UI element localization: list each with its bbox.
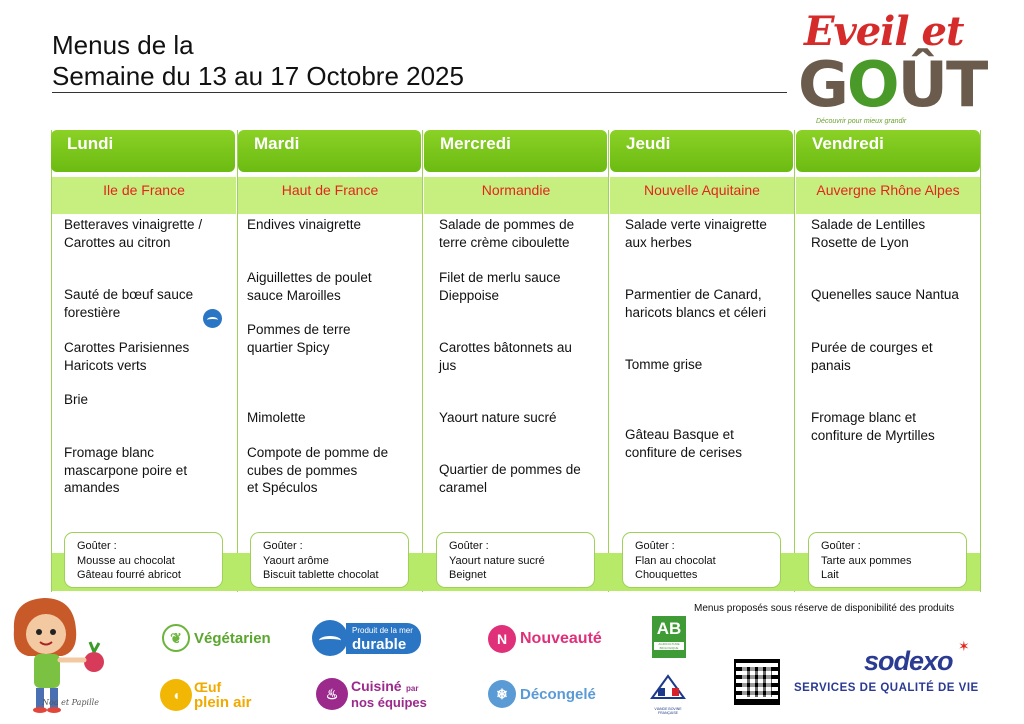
day-header-vendredi: Vendredi <box>796 130 980 172</box>
sustainable-fish-icon <box>312 620 348 656</box>
dish-item: Endives vinaigrette <box>247 217 362 232</box>
title-line-2: Semaine du 13 au 17 Octobre 2025 <box>52 61 464 91</box>
page-title <box>52 30 464 92</box>
vegetarian-icon: ❦ <box>162 624 190 652</box>
dish-item: Salade de Lentilles Rosette de Lyon <box>811 217 926 250</box>
label-decongele: ❄ Décongelé <box>488 680 596 708</box>
label-vegetarien: ❦ Végétarien <box>162 624 271 652</box>
label-oeuf-plein-air: ◖ Œuf plein air <box>160 679 252 711</box>
dish-item: Compote de pomme de cubes de pommes et Spéculos <box>247 445 389 495</box>
dish-item: Aiguillettes de poulet sauce Maroilles <box>247 270 372 303</box>
dish-item: Purée de courges et panais <box>811 340 933 373</box>
dish-item: Yaourt nature sucré <box>439 410 557 425</box>
ab-organic-logo: AB AGRICULTURE BIOLOGIQUE <box>652 616 686 658</box>
availability-note: Menus proposés sous réserve de disponibilité des produits <box>694 603 955 614</box>
gouter-mercredi <box>436 532 595 588</box>
dish-item: Filet de merlu sauce Dieppoise <box>439 270 561 303</box>
gouter-mardi <box>250 532 409 588</box>
gouter-item: Tarte aux pommes <box>821 554 912 567</box>
region-mardi: Haut de France <box>238 177 422 214</box>
day-header-jeudi: Jeudi <box>610 130 793 172</box>
dish-item: Parmentier de Canard, haricots blancs et céleri <box>625 287 767 320</box>
label-cuisine-par-nos-equipes: ♨ Cuisiné par nos équipes <box>316 678 427 710</box>
dish-item: Carottes bâtonnets au jus <box>439 340 572 373</box>
mascot-illustration <box>4 590 124 718</box>
gouter-item: Beignet <box>449 569 487 581</box>
dish-item: Fromage blanc et confiture de Myrtilles <box>811 410 935 443</box>
label-sustainable-seafood: Produit de la mer durable <box>312 620 421 656</box>
gouter-label: Goûter : <box>449 540 489 552</box>
chef-icon: ♨ <box>316 678 348 710</box>
dish-item: Betteraves vinaigrette / Carottes au citron <box>64 217 203 250</box>
title-underline <box>52 92 787 93</box>
dish-item: Fromage blanc mascarpone poire et amandes <box>64 445 188 495</box>
french-beef-logo: VIANDE BOVINE FRANÇAISE <box>648 672 688 716</box>
gouter-item: Chouquettes <box>635 569 698 581</box>
sustainable-fish-icon <box>203 309 222 328</box>
gouter-item: Lait <box>821 569 839 581</box>
title-line-1: Menus de la <box>52 30 194 60</box>
gouter-item: Mousse au chocolat <box>77 554 175 567</box>
region-mercredi: Normandie <box>424 177 608 214</box>
dish-item: Sauté de bœuf sauce forestière <box>64 287 194 320</box>
region-vendredi: Auvergne Rhône Alpes <box>796 177 980 214</box>
gouter-jeudi <box>622 532 781 588</box>
day-header-mardi: Mardi <box>238 130 421 172</box>
mascot-caption: Noa et Papille <box>42 698 99 707</box>
qr-code[interactable] <box>734 659 780 705</box>
gouter-item: Gâteau fourré abricot <box>77 569 181 581</box>
day-header-mercredi: Mercredi <box>424 130 607 172</box>
dish-item: Tomme grise <box>625 357 703 372</box>
gouter-item: Yaourt arôme <box>263 554 329 567</box>
dish-item: Mimolette <box>247 410 306 425</box>
label-nouveaute: N Nouveauté <box>488 625 602 653</box>
gouter-item: Flan au chocolat <box>635 554 716 567</box>
new-item-icon: N <box>488 625 516 653</box>
gouter-item: Biscuit tablette chocolat <box>263 569 379 581</box>
gouter-label: Goûter : <box>821 540 861 552</box>
gouter-label: Goûter : <box>635 540 675 552</box>
dish-item: Pommes de terre quartier Spicy <box>247 322 351 355</box>
gouter-label: Goûter : <box>77 540 117 552</box>
dish-item: Salade verte vinaigrette aux herbes <box>625 217 767 250</box>
dish-item: Quenelles sauce Nantua <box>811 287 959 302</box>
gouter-vendredi <box>808 532 967 588</box>
dish-item: Gâteau Basque et confiture de cerises <box>625 427 743 460</box>
gouter-item: Yaourt nature sucré <box>449 554 545 567</box>
snowflake-icon: ❄ <box>488 680 516 708</box>
star-icon: ✶ <box>958 638 970 654</box>
dish-item: Quartier de pommes de caramel <box>439 462 581 495</box>
egg-icon: ◖ <box>160 679 192 711</box>
dish-item: Carottes Parisiennes Haricots verts <box>64 340 190 373</box>
eveil-et-gout-logo: Eveil et GOÛT Découvrir pour mieux grandir <box>798 8 987 125</box>
region-jeudi: Nouvelle Aquitaine <box>610 177 794 214</box>
gouter-label: Goûter : <box>263 540 303 552</box>
gouter-lundi <box>64 532 223 588</box>
day-header-lundi: Lundi <box>51 130 235 172</box>
dish-item: Salade de pommes de terre crème ciboulette <box>439 217 575 250</box>
dish-item: Brie <box>64 392 89 407</box>
region-lundi: Ile de France <box>52 177 236 214</box>
